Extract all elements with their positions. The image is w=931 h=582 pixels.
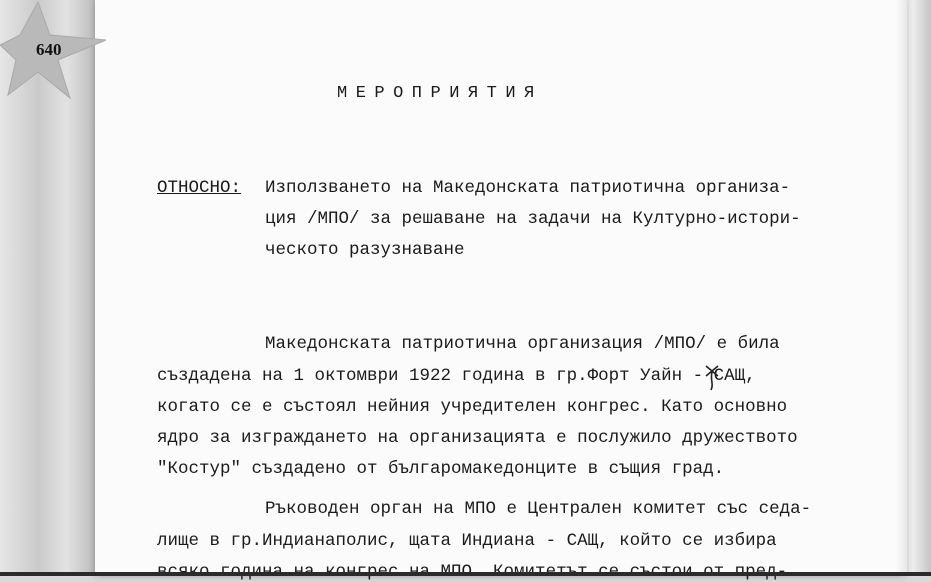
paragraph-line: ядро за изграждането на организацията е послужило дружеството: [157, 428, 798, 448]
paragraph-line: лище в гр.Индианаполис, щата Индиана - САЩ, който се избира: [157, 531, 777, 551]
subject-line: Използването на Македонската патриотична организа-: [265, 178, 791, 198]
paragraph-line: Ръководен орган на МПО е Централен комитет със седа-: [265, 499, 812, 519]
paragraph-line: когато се е състоял нейния учредителен конгрес. Като основно: [157, 397, 788, 417]
paragraph-line: създадена на 1 октомври 1922 година в гр.Форт Уайн - САЩ,: [157, 366, 756, 386]
paragraph-line: "Костур" създадено от българомакедонците в същия град.: [157, 459, 725, 479]
overtype-mark: [704, 362, 720, 392]
subject-line: ция /МПО/ за решаване на задачи на Културно-истори-: [265, 209, 801, 229]
subject-label: ОТНОСНО:: [157, 178, 242, 198]
page-edge: [895, 0, 907, 576]
document-title: МЕРОПРИЯТИЯ: [337, 84, 543, 103]
page-number: 640: [36, 40, 62, 59]
paragraph-line: Македонската патриотична организация /МПО/ е била: [265, 334, 780, 354]
subject-line: ческото разузнаване: [265, 240, 465, 260]
bottom-edge: [0, 572, 931, 576]
